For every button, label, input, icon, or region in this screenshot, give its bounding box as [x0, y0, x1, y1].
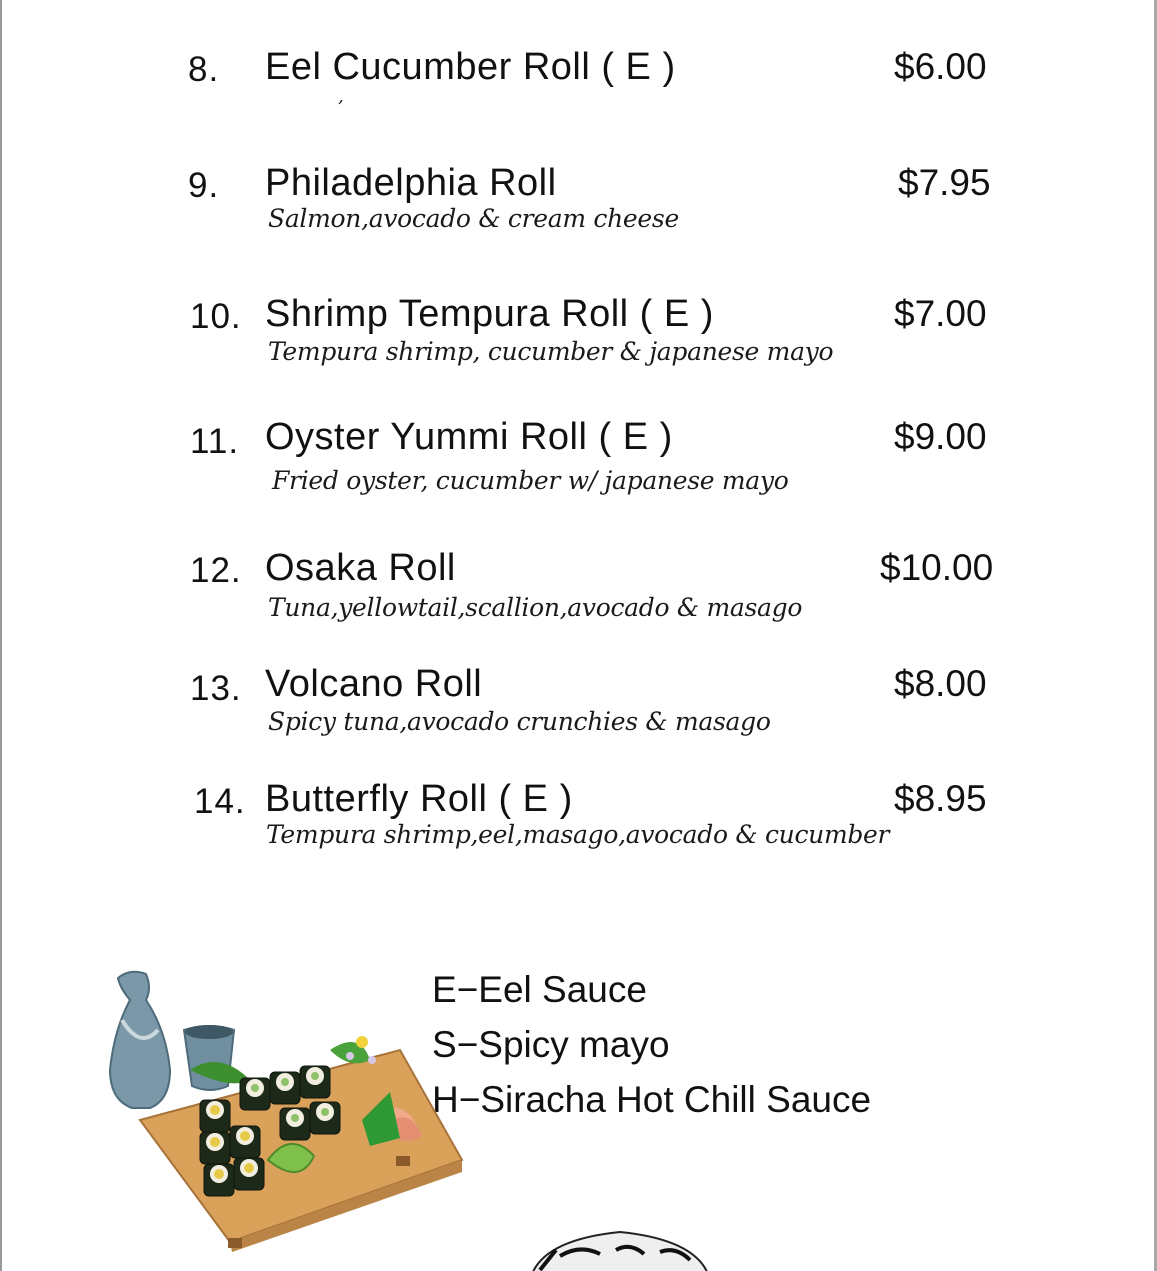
legend-eel-sauce: E−Eel Sauce	[432, 969, 647, 1010]
item-number: 14.	[194, 782, 246, 821]
item-price: $6.00	[894, 46, 987, 87]
item-price: $8.00	[894, 663, 987, 704]
item-description: Tempura shrimp,eel,masago,avocado & cucumber	[266, 820, 890, 849]
legend-siracha: H−Siracha Hot Chill Sauce	[432, 1079, 872, 1120]
item-description: Fried oyster, cucumber w/ japanese mayo	[272, 466, 789, 495]
item-number: 8.	[188, 50, 220, 89]
item-number: 11.	[190, 422, 240, 461]
menu-item	[0, 663, 1157, 753]
menu-item	[0, 293, 1157, 383]
item-description: Tuna,yellowtail,scallion,avocado & masago	[268, 593, 803, 622]
bowl-illustration	[520, 1220, 720, 1271]
item-description: Tempura shrimp, cucumber & japanese mayo	[268, 337, 834, 366]
item-description: Spicy tuna,avocado crunchies & masago	[268, 707, 771, 736]
menu-item	[0, 547, 1157, 637]
item-name: Oyster Yummi Roll ( E )	[265, 416, 673, 458]
item-price: $9.00	[894, 416, 987, 457]
item-number: 12.	[190, 551, 242, 590]
menu-item	[0, 778, 1157, 868]
item-name: Butterfly Roll ( E )	[265, 778, 573, 820]
item-name: Philadelphia Roll	[265, 162, 557, 204]
item-price: $10.00	[880, 547, 994, 588]
item-name: Shrimp Tempura Roll ( E )	[265, 293, 714, 335]
sushi-set-illustration	[100, 960, 480, 1260]
item-name: Osaka Roll	[265, 547, 456, 589]
sushi-board-icon	[100, 960, 480, 1260]
item-name: Volcano Roll	[265, 663, 483, 705]
item-name: Eel Cucumber Roll ( E )	[265, 46, 676, 88]
menu-item	[0, 162, 1157, 252]
item-description: ,	[338, 86, 344, 107]
item-number: 9.	[188, 166, 220, 205]
item-number: 13.	[190, 669, 242, 708]
item-number: 10.	[190, 297, 242, 336]
menu-item	[0, 416, 1157, 506]
bowl-icon	[520, 1220, 720, 1271]
item-price: $7.95	[898, 162, 991, 203]
sauce-legend	[432, 962, 871, 1127]
legend-spicy-mayo: S−Spicy mayo	[432, 1024, 670, 1065]
item-description: Salmon,avocado & cream cheese	[268, 204, 679, 233]
item-price: $7.00	[894, 293, 987, 334]
menu-item	[0, 46, 1157, 136]
item-price: $8.95	[894, 778, 987, 819]
